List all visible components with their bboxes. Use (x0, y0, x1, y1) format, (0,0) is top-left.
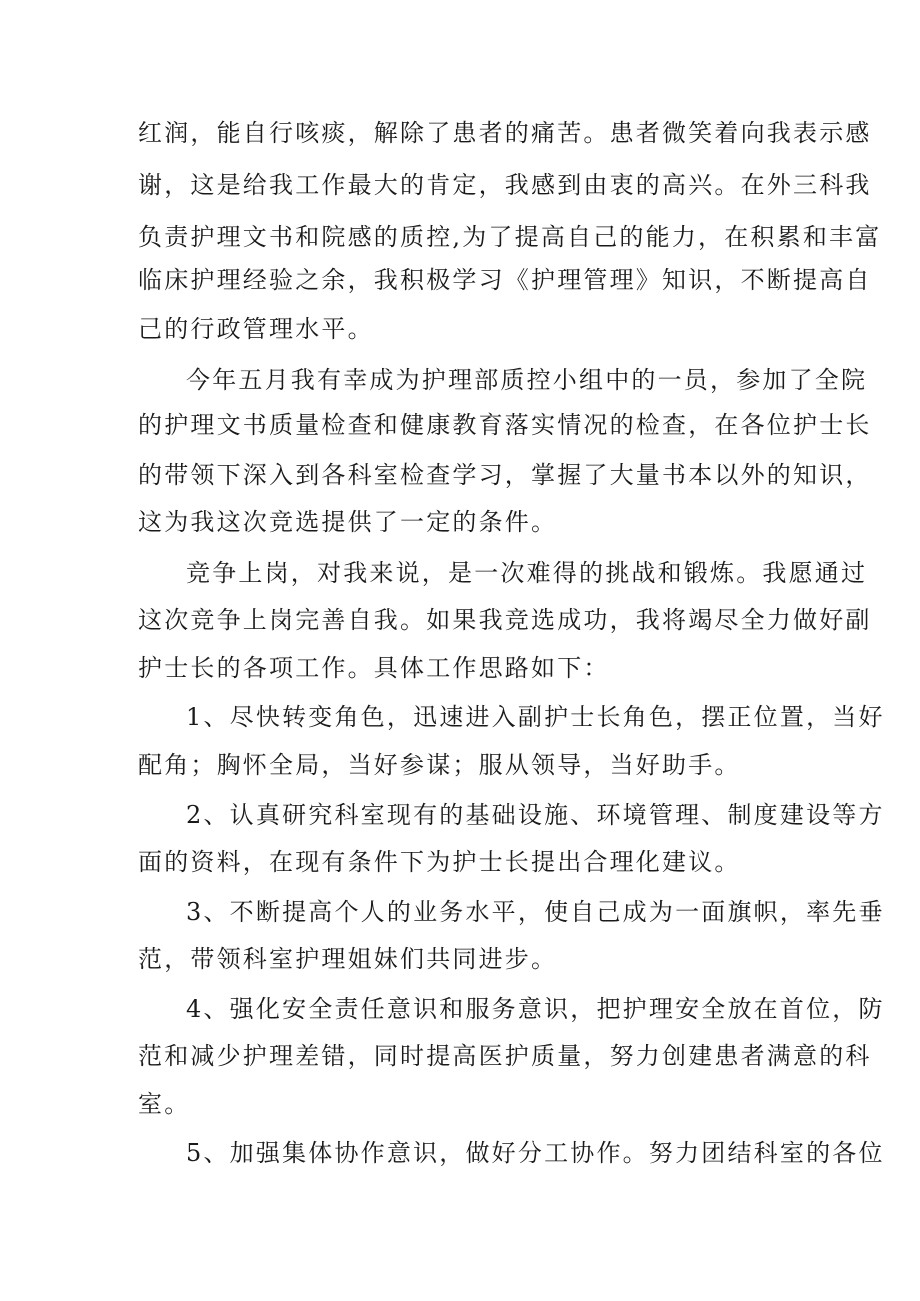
text-line: 己的行政管理水平。 (138, 315, 374, 343)
text-line: 这为我这次竞选提供了一定的条件。 (138, 508, 558, 536)
text-line: 负责护理文书和院感的质控,为了提高自己的能力，在积累和丰富 (138, 223, 882, 251)
text-line: 范和减少护理差错，同时提高医护质量，努力创建患者满意的科 (138, 1042, 872, 1070)
text-line: 这次竞争上岗完善自我。如果我竞选成功，我将竭尽全力做好副 (138, 606, 872, 634)
text-line: 4、强化安全责任意识和服务意识，把护理安全放在首位，防 (186, 995, 885, 1023)
text-line: 今年五月我有幸成为护理部质控小组中的一员，参加了全院 (186, 366, 868, 394)
text-line: 配角；胸怀全局，当好参谋；服从领导，当好助手。 (138, 751, 741, 779)
text-line: 范，带领科室护理姐妹们共同进步。 (138, 945, 558, 973)
text-line: 的带领下深入到各科室检查学习，掌握了大量书本以外的知识， (138, 461, 872, 489)
text-line: 1、尽快转变角色，迅速进入副护士长角色，摆正位置，当好 (186, 703, 885, 731)
text-line: 5、加强集体协作意识，做好分工协作。努力团结科室的各位 (186, 1139, 885, 1167)
text-line: 临床护理经验之余，我积极学习《护理管理》知识，不断提高自 (138, 266, 872, 294)
text-line: 竞争上岗，对我来说，是一次难得的挑战和锻炼。我愿通过 (186, 559, 868, 587)
text-line: 2、认真研究科室现有的基础设施、环境管理、制度建设等方 (186, 801, 885, 829)
text-line: 红润，能自行咳痰，解除了患者的痛苦。患者微笑着向我表示感 (138, 119, 872, 147)
text-line: 谢，这是给我工作最大的肯定，我感到由衷的高兴。在外三科我 (138, 171, 872, 199)
text-line: 护士长的各项工作。具体工作思路如下： (138, 654, 610, 682)
text-line: 室。 (138, 1090, 191, 1118)
text-line: 3、不断提高个人的业务水平，使自己成为一面旗帜，率先垂 (186, 898, 885, 926)
text-line: 面的资料，在现有条件下为护士长提出合理化建议。 (138, 848, 741, 876)
text-line: 的护理文书质量检查和健康教育落实情况的检查，在各位护士长 (138, 411, 872, 439)
